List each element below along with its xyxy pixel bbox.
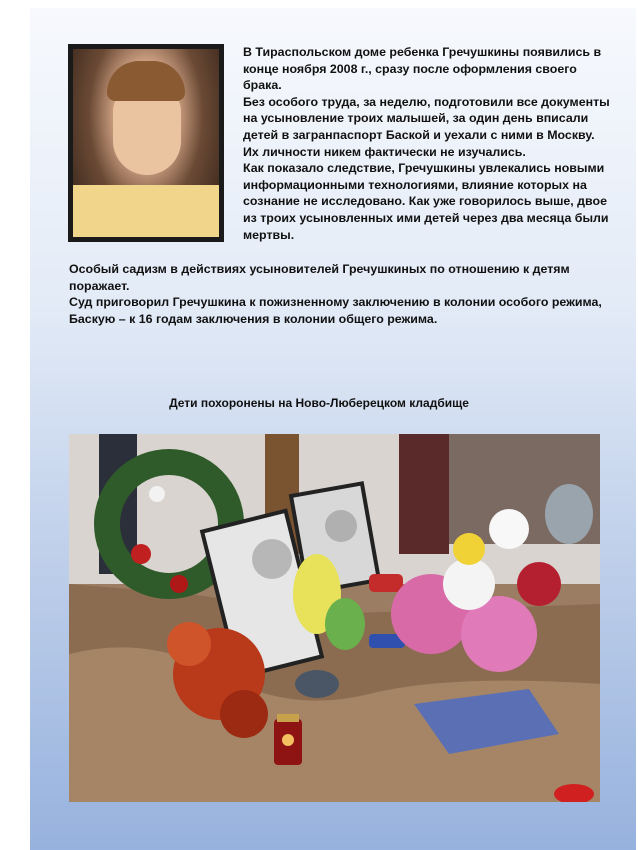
paragraph: Их личности никем фактически не изучались.	[243, 144, 526, 159]
paragraph: Особый садизм в действиях усыновителей Гречушкиных по отношению к детям поражает.	[69, 262, 570, 293]
article-text-beside-photo	[243, 44, 613, 243]
grave-photo	[69, 434, 600, 802]
portrait-hair	[107, 61, 185, 101]
portrait-shirt	[73, 185, 219, 237]
grave-photo-illustration	[69, 434, 600, 802]
child-portrait-frame	[68, 44, 224, 242]
paragraph: Суд приговорил Гречушкина к пожизненному заключению в колонии особого режима, Баскую – к 16 годам заключения в колонии общего режима.	[69, 295, 602, 326]
paragraph: В Тираспольском доме ребенка Гречушкины появились в конце ноября 2008 г., сразу после оформления своего брака.	[243, 45, 602, 93]
child-portrait-photo	[73, 49, 219, 237]
article-text-full-width	[69, 261, 614, 327]
paragraph: Без особого труда, за неделю, подготовили все документы на усыновление троих малышей, за один день вписали детей в загранпаспорт Баской и уехали с ними в Москву.	[243, 94, 610, 142]
photo-caption: Дети похоронены на Ново-Люберецком кладбище	[169, 396, 469, 410]
paragraph: Как показало следствие, Гречушкины увлекались новыми информационными технологиями, влияние которых на сознание не исследовано. Как уже говорилось выше, двое из троих усыновленных ими детей через два месяца были мертвы.	[243, 161, 609, 242]
